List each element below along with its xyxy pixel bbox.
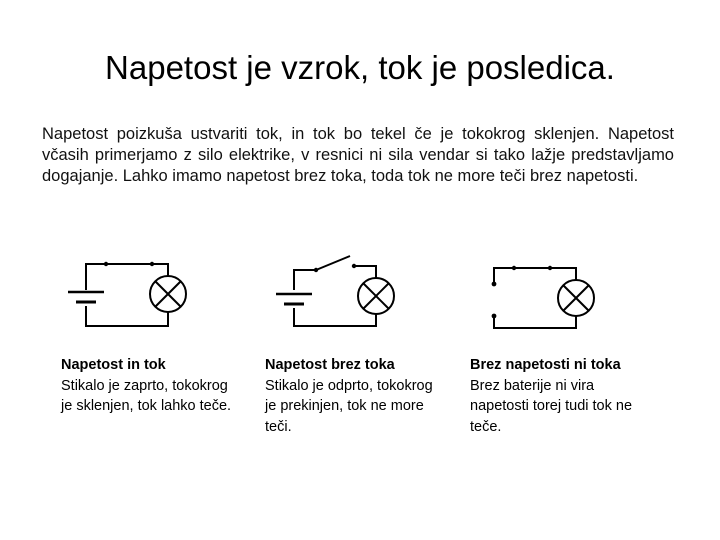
- caption-line: teče.: [470, 418, 502, 435]
- caption-line: teči.: [265, 418, 292, 435]
- circuit-closed-diagram: [58, 252, 198, 336]
- wire-top: [494, 268, 514, 284]
- wire-left-top: [86, 264, 106, 290]
- slide-title: Napetost je vzrok, tok je posledica.: [105, 49, 615, 86]
- switch-contact-left: [104, 262, 108, 266]
- caption-heading: Brez napetosti ni toka: [470, 357, 621, 373]
- caption-line: Brez baterije ni vira: [470, 377, 595, 394]
- wire-right: [152, 264, 168, 276]
- wire-bottom: [294, 308, 376, 326]
- wire-bottom: [494, 316, 576, 328]
- caption-line: je sklenjen, tok lahko teče.: [61, 398, 232, 414]
- wire-right: [354, 266, 376, 278]
- caption-line: Stikalo je zaprto, tokokrog: [61, 377, 228, 394]
- wire-left-top: [294, 270, 316, 290]
- caption-heading: Napetost brez toka: [265, 357, 395, 373]
- caption-closed-circuit: [61, 355, 261, 417]
- circuit-no-battery-diagram: [476, 252, 616, 336]
- caption-heading: Napetost in tok: [61, 357, 166, 373]
- caption-line: Stikalo je odprto, tokokrog: [265, 377, 433, 394]
- paragraph-text: Napetost poizkuša ustvariti tok, in tok bo tekel če je tokokrog sklenjen. Napetost včasih primerjamo z silo elektrike, v resnici ni sila vendar si tako lažje predstavljamo dogajanje. Lahko imamo napetost brez toka, toda tok ne more teči brez napetosti.: [42, 125, 674, 185]
- body-paragraph: [42, 124, 674, 187]
- switch-lever: [316, 256, 350, 270]
- caption-open-circuit: [265, 355, 465, 437]
- wire-bottom: [86, 306, 168, 326]
- circuit-open-diagram: [262, 252, 402, 336]
- caption-line: je prekinjen, tok ne more: [265, 398, 424, 414]
- caption-no-battery: [470, 355, 670, 437]
- wire-right: [550, 268, 576, 280]
- caption-line: napetosti torej tudi tok ne: [470, 398, 633, 414]
